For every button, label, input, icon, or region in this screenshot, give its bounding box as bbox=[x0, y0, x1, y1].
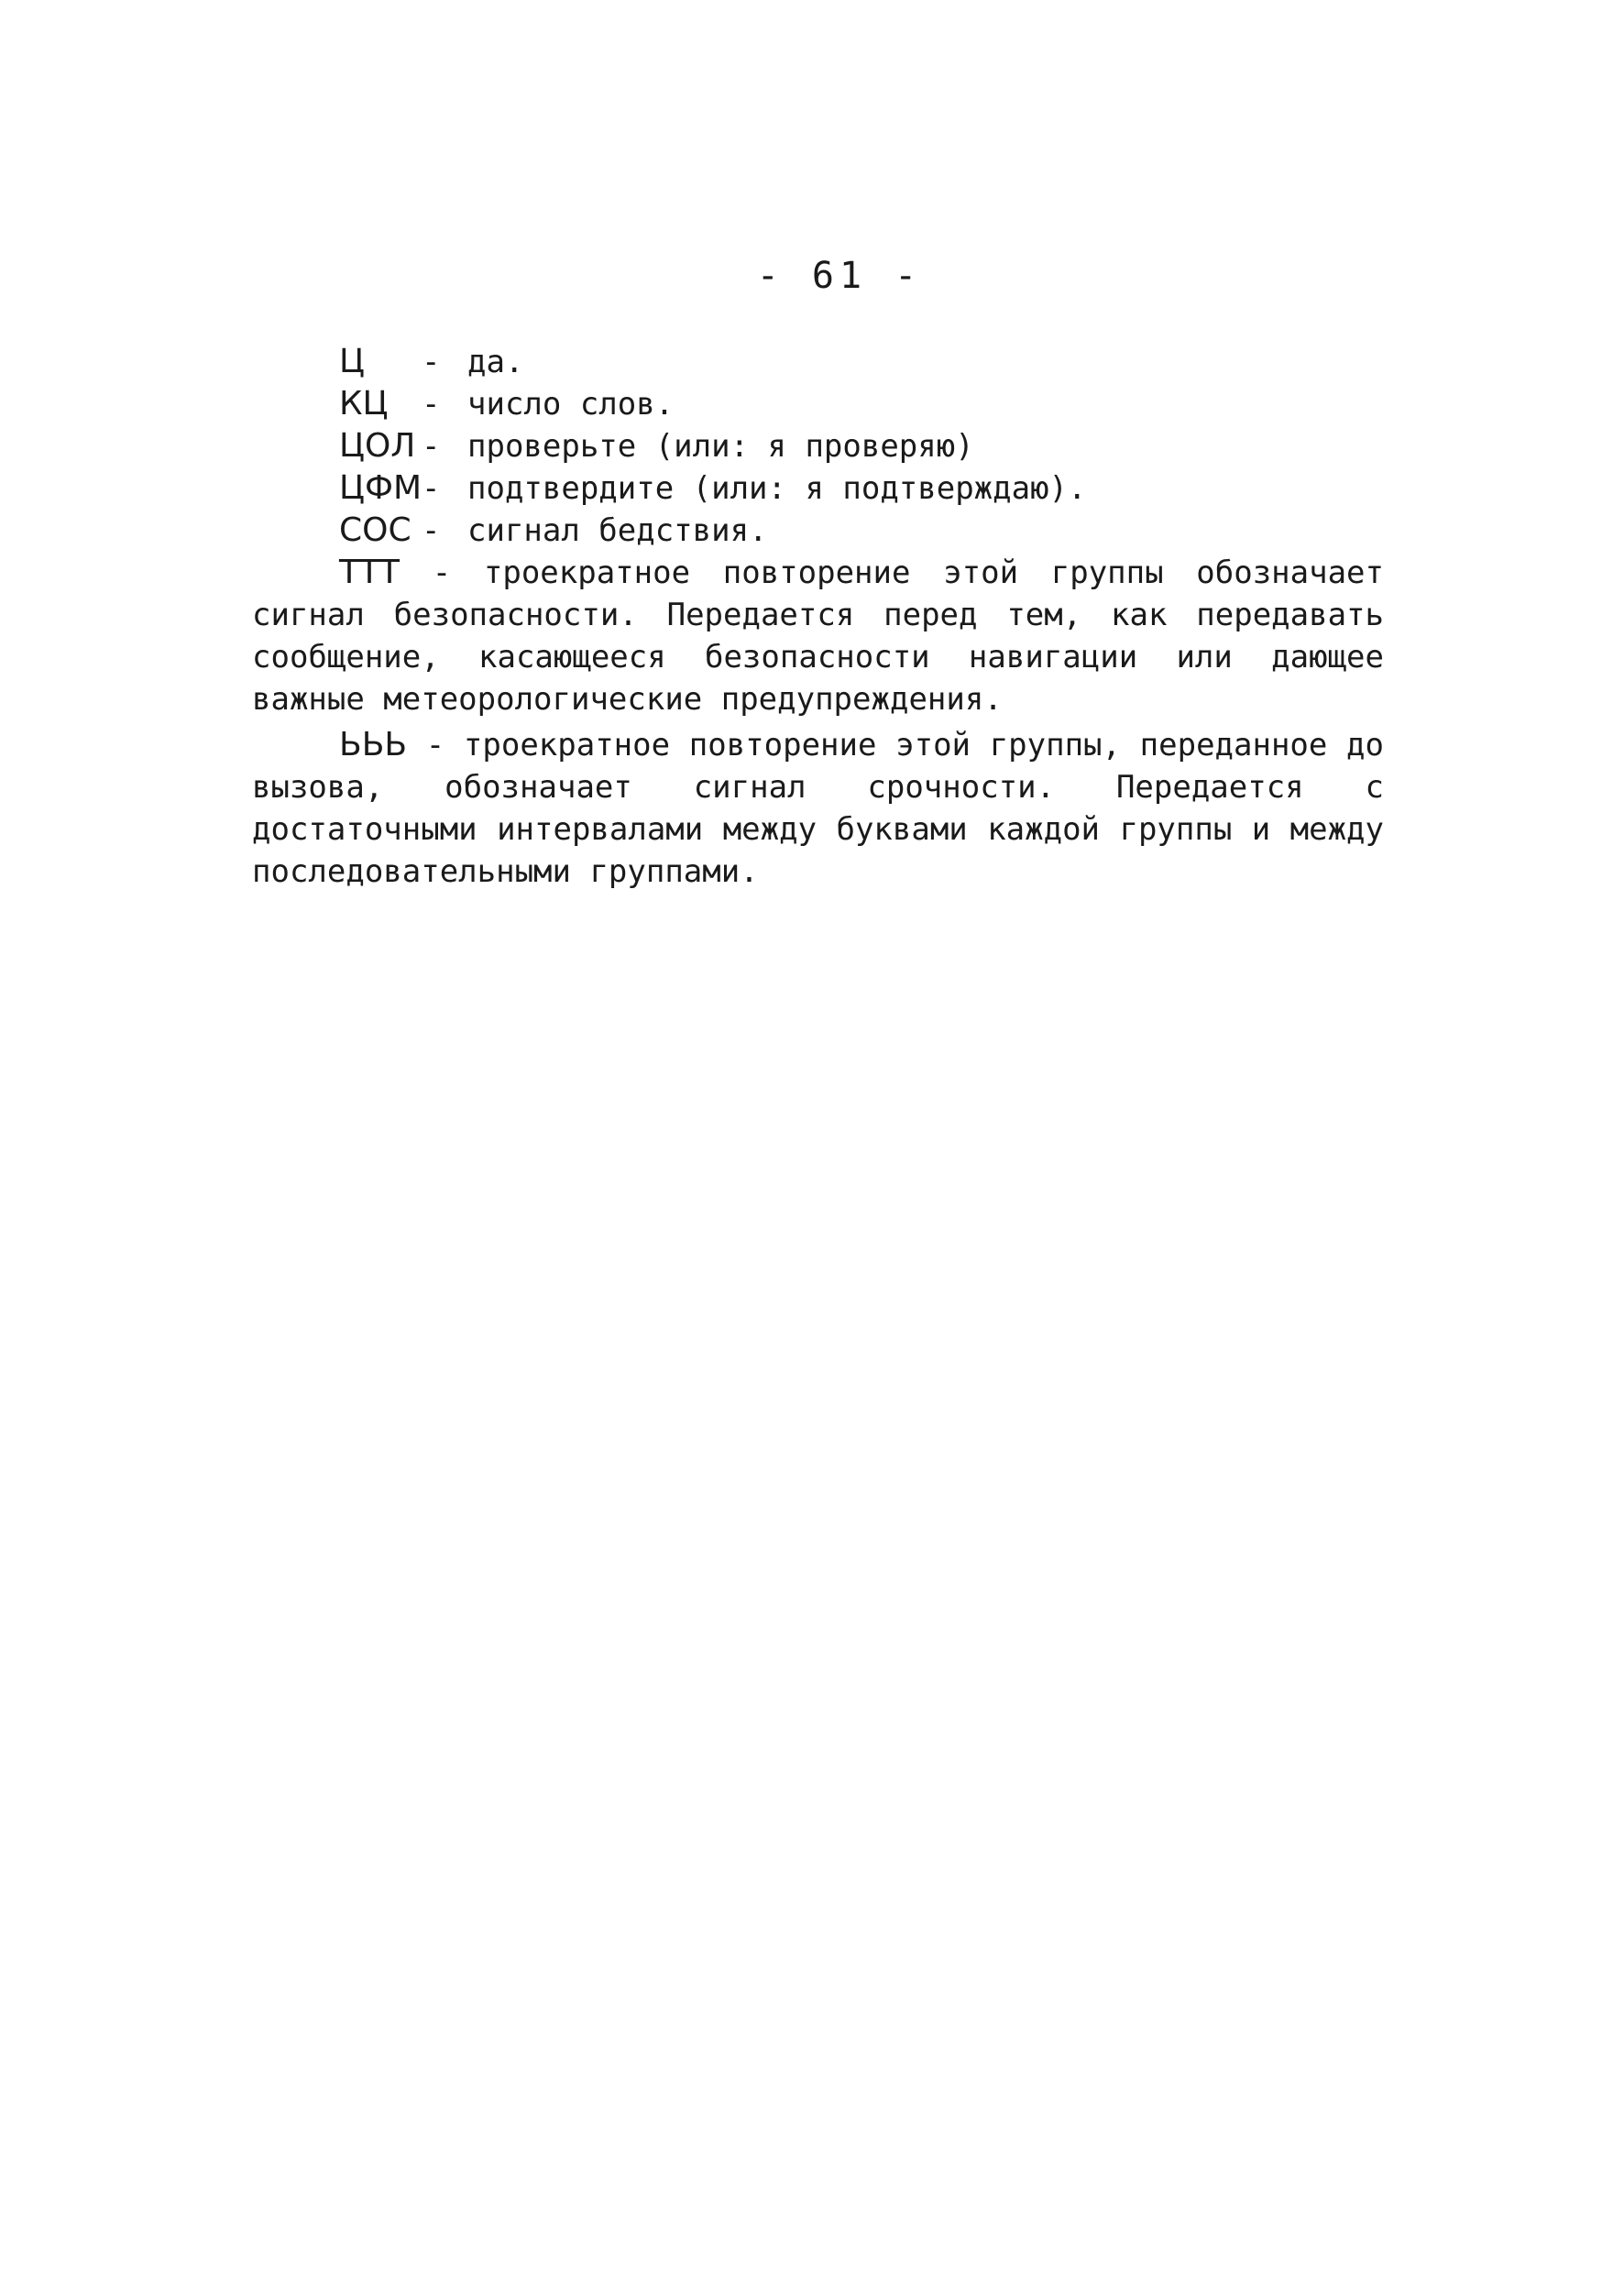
abbreviation-line bbox=[339, 467, 1384, 510]
abbreviation-line bbox=[339, 383, 1384, 425]
abbreviation-code: СОС bbox=[339, 511, 411, 549]
paragraph-xxx bbox=[252, 724, 1384, 893]
abbreviation-line bbox=[339, 341, 1384, 383]
abbreviation-dash: - bbox=[422, 386, 441, 423]
abbreviation-meaning: проверьте (или: я проверяю) bbox=[467, 428, 974, 465]
abbreviation-meaning: да. bbox=[467, 344, 524, 380]
abbreviation-dash: - bbox=[422, 344, 441, 380]
abbreviation-meaning: число слов. bbox=[467, 386, 675, 423]
abbreviation-code: ЦФМ bbox=[339, 469, 422, 507]
page-number: - 61 - bbox=[756, 255, 923, 297]
paragraph-text: - троекратное повторение этой группы обозначает сигнал безопасности. Передается перед тем, как передавать сообщение, касающееся безопасности навигации или дающее важные метеорологические предупреждения. bbox=[252, 555, 1384, 718]
abbreviation-dash: - bbox=[422, 512, 441, 549]
abbreviation-line bbox=[339, 510, 1384, 552]
abbreviation-code: ЦОЛ bbox=[339, 427, 416, 465]
paragraph-code: ЬЬЬ bbox=[339, 726, 408, 763]
paragraph-code: ТТТ bbox=[339, 554, 400, 591]
abbreviation-dash: - bbox=[422, 428, 441, 465]
abbreviation-code: Ц bbox=[339, 343, 365, 380]
abbreviation-dash: - bbox=[422, 470, 441, 507]
document-body bbox=[252, 341, 1384, 893]
paragraph-ttt bbox=[252, 552, 1384, 720]
abbreviation-line bbox=[339, 425, 1384, 467]
abbreviation-meaning: сигнал бедствия. bbox=[467, 512, 768, 549]
abbreviation-code: КЦ bbox=[339, 385, 389, 423]
abbreviation-meaning: подтвердите (или: я подтверждаю). bbox=[467, 470, 1087, 507]
paragraph-text: - троекратное повторение этой группы, переданное до вызова, обозначает сигнал срочности. Передается с достаточными интервалами между буквами каждой группы и между последовательными группами. bbox=[252, 727, 1384, 890]
